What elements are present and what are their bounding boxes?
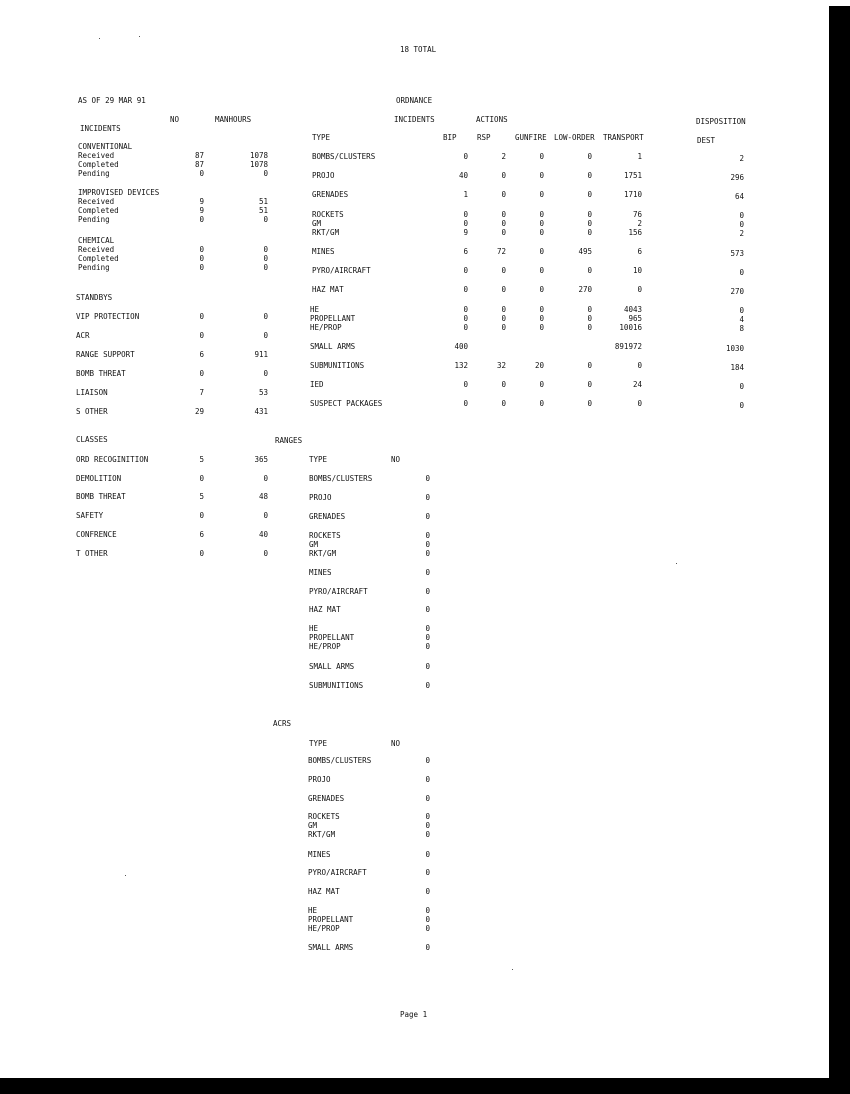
acr-row-type: RKT/GM — [308, 830, 336, 839]
scan-speck — [99, 38, 100, 39]
ordnance-row-transport: 76 — [632, 210, 642, 219]
ordnance-row-dest: 270 — [730, 287, 744, 296]
ordnance-row-type: SMALL ARMS — [310, 342, 356, 351]
ordnance-row-transport: 156 — [628, 228, 642, 237]
incident-row-label: Completed — [78, 160, 119, 169]
standby-row-hours: 431 — [254, 407, 268, 416]
ordnance-row-type: IED — [310, 380, 324, 389]
range-row-no: 0 — [425, 587, 430, 596]
range-row-type: MINES — [309, 568, 332, 577]
acr-row-no: 0 — [425, 887, 430, 896]
as-of-date: AS OF 29 MAR 91 — [78, 96, 146, 105]
acrs-col-type: TYPE — [309, 739, 328, 748]
ordnance-row-bip: 400 — [454, 342, 468, 351]
ordnance-row-rsp: 0 — [501, 190, 506, 199]
ordnance-col-low-order: LOW-ORDER — [554, 133, 595, 142]
acr-row-no: 0 — [425, 924, 430, 933]
class-row-no: 5 — [199, 455, 204, 464]
acr-row-no: 0 — [425, 868, 430, 877]
scan-speck — [139, 36, 140, 37]
class-row-no: 5 — [199, 492, 204, 501]
range-row-no: 0 — [425, 624, 430, 633]
ordnance-row-type: BOMBS/CLUSTERS — [312, 152, 376, 161]
ordnance-row-low-order: 0 — [587, 171, 592, 180]
acr-row-type: MINES — [308, 850, 331, 859]
acr-row-no: 0 — [425, 756, 430, 765]
ordnance-row-rsp: 0 — [501, 305, 506, 314]
range-row-no: 0 — [425, 531, 430, 540]
ordnance-row-bip: 0 — [463, 285, 468, 294]
standby-row-no: 0 — [199, 312, 204, 321]
class-row-hours: 0 — [263, 474, 268, 483]
incident-row-no: 0 — [199, 169, 204, 178]
incident-row-label: Completed — [78, 254, 119, 263]
range-row-no: 0 — [425, 605, 430, 614]
ordnance-row-low-order: 0 — [587, 314, 592, 323]
acr-row-no: 0 — [425, 943, 430, 952]
acr-row-no: 0 — [425, 794, 430, 803]
range-row-no: 0 — [425, 493, 430, 502]
standby-row-label: ACR — [76, 331, 90, 340]
acr-row-no: 0 — [425, 906, 430, 915]
ordnance-row-gunfire: 0 — [539, 305, 544, 314]
ordnance-row-rsp: 0 — [501, 380, 506, 389]
group-heading-chemical: CHEMICAL — [78, 236, 115, 245]
ordnance-disposition-label: DISPOSITION — [696, 117, 746, 126]
ordnance-row-type: GRENADES — [312, 190, 349, 199]
ordnance-row-transport: 10 — [632, 266, 642, 275]
ranges-col-no: NO — [391, 455, 401, 464]
acrs-heading: ACRS — [273, 719, 292, 728]
ordnance-row-dest: 2 — [739, 154, 744, 163]
class-row-hours: 365 — [254, 455, 268, 464]
ordnance-row-dest: 0 — [739, 306, 744, 315]
incidents-col-no: NO — [170, 115, 180, 124]
ranges-heading: RANGES — [275, 436, 303, 445]
ordnance-row-transport: 24 — [632, 380, 642, 389]
ordnance-row-dest: 64 — [734, 192, 744, 201]
group-heading-improvised-devices: IMPROVISED DEVICES — [78, 188, 160, 197]
ordnance-row-type: SUBMUNITIONS — [310, 361, 365, 370]
standby-row-hours: 0 — [263, 369, 268, 378]
incident-row-hours: 0 — [263, 169, 268, 178]
range-row-no: 0 — [425, 633, 430, 642]
range-row-type: GRENADES — [309, 512, 346, 521]
ordnance-row-rsp: 0 — [501, 285, 506, 294]
standby-row-no: 0 — [199, 369, 204, 378]
class-row-hours: 0 — [263, 549, 268, 558]
incident-row-hours: 0 — [263, 263, 268, 272]
ordnance-row-rsp: 0 — [501, 323, 506, 332]
ordnance-row-low-order: 270 — [578, 285, 592, 294]
ordnance-row-low-order: 0 — [587, 361, 592, 370]
ordnance-row-gunfire: 0 — [539, 314, 544, 323]
ordnance-row-dest: 573 — [730, 249, 744, 258]
ordnance-row-transport: 0 — [637, 285, 642, 294]
ordnance-row-gunfire: 0 — [539, 219, 544, 228]
ordnance-row-type: RKT/GM — [312, 228, 340, 237]
range-row-no: 0 — [425, 681, 430, 690]
range-row-type: PROPELLANT — [309, 633, 355, 642]
standby-row-hours: 0 — [263, 331, 268, 340]
ordnance-row-low-order: 0 — [587, 323, 592, 332]
incident-row-no: 0 — [199, 245, 204, 254]
ordnance-row-low-order: 0 — [587, 228, 592, 237]
ordnance-row-transport: 4043 — [623, 305, 642, 314]
report-title: 18 TOTAL — [400, 45, 437, 54]
incident-row-no: 0 — [199, 215, 204, 224]
ordnance-row-transport: 1751 — [623, 171, 642, 180]
acr-row-type: PROJO — [308, 775, 331, 784]
range-row-type: SUBMUNITIONS — [309, 681, 364, 690]
ordnance-row-low-order: 0 — [587, 399, 592, 408]
classes-section-label: CLASSES — [76, 435, 108, 444]
class-row-label: BOMB THREAT — [76, 492, 126, 501]
ordnance-row-gunfire: 0 — [539, 285, 544, 294]
acr-row-type: PROPELLANT — [308, 915, 354, 924]
range-row-no: 0 — [425, 540, 430, 549]
incidents-col-manhours: MANHOURS — [215, 115, 252, 124]
ordnance-row-bip: 0 — [463, 399, 468, 408]
scan-speck — [512, 969, 513, 970]
ordnance-row-transport: 1 — [637, 152, 642, 161]
ordnance-row-dest: 8 — [739, 324, 744, 333]
incident-row-hours: 0 — [263, 254, 268, 263]
range-row-type: HE/PROP — [309, 642, 341, 651]
ordnance-row-low-order: 0 — [587, 190, 592, 199]
standby-row-no: 29 — [194, 407, 204, 416]
acrs-col-no: NO — [391, 739, 401, 748]
ordnance-row-low-order: 0 — [587, 380, 592, 389]
ordnance-row-bip: 6 — [463, 247, 468, 256]
ordnance-row-dest: 0 — [739, 211, 744, 220]
ordnance-row-rsp: 0 — [501, 266, 506, 275]
ordnance-row-gunfire: 0 — [539, 323, 544, 332]
incident-row-label: Received — [78, 245, 115, 254]
standby-row-hours: 53 — [258, 388, 268, 397]
ordnance-row-type: SUSPECT PACKAGES — [310, 399, 383, 408]
acr-row-no: 0 — [425, 821, 430, 830]
ordnance-row-dest: 0 — [739, 401, 744, 410]
ordnance-col-bip: BIP — [443, 133, 457, 142]
standby-row-label: S OTHER — [76, 407, 108, 416]
standbys-label: STANDBYS — [76, 293, 113, 302]
ordnance-row-dest: 0 — [739, 268, 744, 277]
incident-row-no: 9 — [199, 197, 204, 206]
range-row-no: 0 — [425, 474, 430, 483]
ordnance-row-type: ROCKETS — [312, 210, 344, 219]
acr-row-type: GRENADES — [308, 794, 345, 803]
class-row-label: CONFRENCE — [76, 530, 117, 539]
acr-row-type: ROCKETS — [308, 812, 340, 821]
incident-row-hours: 1078 — [249, 151, 268, 160]
incidents-section-label: INCIDENTS — [80, 124, 121, 133]
ordnance-row-low-order: 0 — [587, 152, 592, 161]
range-row-no: 0 — [425, 512, 430, 521]
acr-row-type: HE/PROP — [308, 924, 340, 933]
incident-row-hours: 51 — [258, 206, 268, 215]
class-row-hours: 48 — [258, 492, 268, 501]
range-row-type: ROCKETS — [309, 531, 341, 540]
ordnance-row-gunfire: 0 — [539, 247, 544, 256]
ordnance-row-rsp: 72 — [496, 247, 506, 256]
group-heading-conventional: CONVENTIONAL — [78, 142, 133, 151]
ranges-col-type: TYPE — [309, 455, 328, 464]
ordnance-row-gunfire: 0 — [539, 152, 544, 161]
range-row-type: GM — [309, 540, 319, 549]
ordnance-row-bip: 0 — [463, 323, 468, 332]
ordnance-actions-label: ACTIONS — [476, 115, 508, 124]
acr-row-type: GM — [308, 821, 318, 830]
range-row-no: 0 — [425, 549, 430, 558]
incident-row-no: 87 — [194, 151, 204, 160]
ordnance-row-rsp: 0 — [501, 219, 506, 228]
acr-row-type: SMALL ARMS — [308, 943, 354, 952]
incident-row-no: 9 — [199, 206, 204, 215]
scan-border-right — [829, 6, 850, 1094]
ordnance-row-dest: 0 — [739, 220, 744, 229]
incident-row-label: Pending — [78, 215, 110, 224]
scan-border-bottom — [0, 1078, 850, 1094]
ordnance-row-dest: 0 — [739, 382, 744, 391]
ordnance-row-rsp: 0 — [501, 314, 506, 323]
ordnance-row-gunfire: 0 — [539, 399, 544, 408]
class-row-label: ORD RECOGINITION — [76, 455, 149, 464]
ordnance-row-type: PYRO/AIRCRAFT — [312, 266, 371, 275]
acr-row-type: BOMBS/CLUSTERS — [308, 756, 372, 765]
ordnance-col-dest: DEST — [697, 136, 716, 145]
acr-row-no: 0 — [425, 830, 430, 839]
ordnance-row-bip: 0 — [463, 314, 468, 323]
ordnance-row-type: PROPELLANT — [310, 314, 356, 323]
ordnance-col-transport: TRANSPORT — [603, 133, 644, 142]
acr-row-type: HAZ MAT — [308, 887, 340, 896]
range-row-type: PYRO/AIRCRAFT — [309, 587, 368, 596]
acr-row-no: 0 — [425, 812, 430, 821]
ordnance-row-transport: 891972 — [614, 342, 642, 351]
ordnance-row-bip: 9 — [463, 228, 468, 237]
ordnance-row-gunfire: 0 — [539, 171, 544, 180]
range-row-no: 0 — [425, 568, 430, 577]
incident-row-no: 0 — [199, 254, 204, 263]
acr-row-type: HE — [308, 906, 318, 915]
standby-row-label: RANGE SUPPORT — [76, 350, 135, 359]
acr-row-no: 0 — [425, 775, 430, 784]
ordnance-row-dest: 296 — [730, 173, 744, 182]
incident-row-hours: 1078 — [249, 160, 268, 169]
class-row-hours: 0 — [263, 511, 268, 520]
ordnance-row-transport: 965 — [628, 314, 642, 323]
ordnance-row-gunfire: 0 — [539, 190, 544, 199]
ordnance-row-gunfire: 0 — [539, 380, 544, 389]
ordnance-row-low-order: 0 — [587, 266, 592, 275]
ordnance-row-type: HE/PROP — [310, 323, 342, 332]
range-row-no: 0 — [425, 642, 430, 651]
class-row-label: DEMOLITION — [76, 474, 122, 483]
ordnance-row-low-order: 0 — [587, 210, 592, 219]
standby-row-no: 0 — [199, 331, 204, 340]
range-row-type: HE — [309, 624, 319, 633]
ordnance-row-bip: 1 — [463, 190, 468, 199]
ordnance-row-transport: 2 — [637, 219, 642, 228]
ordnance-row-rsp: 0 — [501, 171, 506, 180]
class-row-label: SAFETY — [76, 511, 104, 520]
ordnance-col-rsp: RSP — [477, 133, 491, 142]
ordnance-row-dest: 4 — [739, 315, 744, 324]
class-row-no: 0 — [199, 511, 204, 520]
ordnance-row-type: HAZ MAT — [312, 285, 344, 294]
incident-row-no: 87 — [194, 160, 204, 169]
ordnance-row-gunfire: 0 — [539, 210, 544, 219]
ordnance-row-low-order: 495 — [578, 247, 592, 256]
standby-row-no: 6 — [199, 350, 204, 359]
ordnance-row-bip: 0 — [463, 305, 468, 314]
standby-row-hours: 911 — [254, 350, 268, 359]
incident-row-label: Pending — [78, 169, 110, 178]
ordnance-row-type: HE — [310, 305, 320, 314]
ordnance-col-type: TYPE — [312, 133, 331, 142]
ordnance-row-rsp: 0 — [501, 228, 506, 237]
ordnance-row-low-order: 0 — [587, 305, 592, 314]
class-row-label: T OTHER — [76, 549, 108, 558]
range-row-type: HAZ MAT — [309, 605, 341, 614]
ordnance-row-bip: 0 — [463, 152, 468, 161]
acr-row-type: PYRO/AIRCRAFT — [308, 868, 367, 877]
range-row-type: RKT/GM — [309, 549, 337, 558]
ordnance-row-transport: 10016 — [619, 323, 642, 332]
incident-row-hours: 51 — [258, 197, 268, 206]
standby-row-label: VIP PROTECTION — [76, 312, 140, 321]
range-row-type: BOMBS/CLUSTERS — [309, 474, 373, 483]
ordnance-row-transport: 0 — [637, 361, 642, 370]
ordnance-row-rsp: 0 — [501, 399, 506, 408]
class-row-no: 0 — [199, 474, 204, 483]
ordnance-row-gunfire: 0 — [539, 266, 544, 275]
ordnance-incidents-label: INCIDENTS — [394, 115, 435, 124]
ordnance-row-bip: 0 — [463, 266, 468, 275]
standby-row-label: BOMB THREAT — [76, 369, 126, 378]
ordnance-row-transport: 6 — [637, 247, 642, 256]
ordnance-col-gunfire: GUNFIRE — [515, 133, 547, 142]
ordnance-row-dest: 2 — [739, 229, 744, 238]
ordnance-row-bip: 0 — [463, 219, 468, 228]
incident-row-label: Received — [78, 197, 115, 206]
ordnance-row-bip: 0 — [463, 210, 468, 219]
acr-row-no: 0 — [425, 915, 430, 924]
ordnance-row-dest: 1030 — [725, 344, 744, 353]
ordnance-row-gunfire: 20 — [534, 361, 544, 370]
ordnance-row-type: GM — [312, 219, 322, 228]
class-row-no: 6 — [199, 530, 204, 539]
ordnance-row-transport: 1710 — [623, 190, 642, 199]
ordnance-row-type: MINES — [312, 247, 335, 256]
range-row-type: PROJO — [309, 493, 332, 502]
incident-row-label: Completed — [78, 206, 119, 215]
incident-row-no: 0 — [199, 263, 204, 272]
ordnance-row-dest: 184 — [730, 363, 744, 372]
scan-speck — [125, 875, 126, 876]
ordnance-row-low-order: 0 — [587, 219, 592, 228]
ordnance-row-bip: 132 — [454, 361, 468, 370]
incident-row-hours: 0 — [263, 215, 268, 224]
incident-row-hours: 0 — [263, 245, 268, 254]
class-row-hours: 40 — [258, 530, 268, 539]
scan-speck — [676, 563, 677, 564]
incident-row-label: Received — [78, 151, 115, 160]
standby-row-no: 7 — [199, 388, 204, 397]
page-number: Page 1 — [400, 1010, 428, 1019]
range-row-no: 0 — [425, 662, 430, 671]
class-row-no: 0 — [199, 549, 204, 558]
ordnance-row-transport: 0 — [637, 399, 642, 408]
range-row-type: SMALL ARMS — [309, 662, 355, 671]
standby-row-hours: 0 — [263, 312, 268, 321]
ordnance-row-rsp: 0 — [501, 210, 506, 219]
ordnance-row-rsp: 32 — [496, 361, 506, 370]
standby-row-label: LIAISON — [76, 388, 108, 397]
ordnance-row-type: PROJO — [312, 171, 335, 180]
ordnance-row-gunfire: 0 — [539, 228, 544, 237]
ordnance-row-rsp: 2 — [501, 152, 506, 161]
acr-row-no: 0 — [425, 850, 430, 859]
ordnance-heading: ORDNANCE — [396, 96, 433, 105]
ordnance-row-bip: 40 — [458, 171, 468, 180]
incident-row-label: Pending — [78, 263, 110, 272]
ordnance-row-bip: 0 — [463, 380, 468, 389]
